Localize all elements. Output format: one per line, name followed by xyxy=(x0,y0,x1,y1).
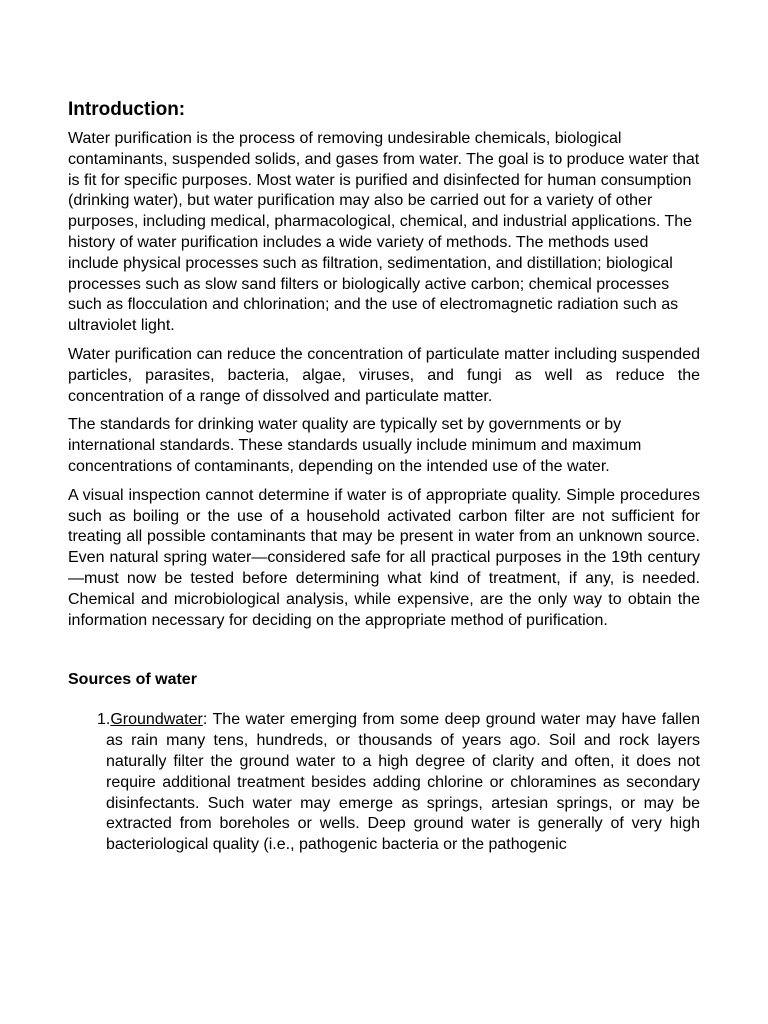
paragraph-inspection: A visual inspection cannot determine if water is of appropriate quality. Simple procedures such as boiling or the use of a household activated carbon filter are not sufficient for treating all possible contaminants that may be present in water from an unknown source. Even natural spring water—considered safe for all practical purposes in the 19th century—must now be tested before determining what kind of treatment, if any, is needed. Chemical and microbiological analysis, while expensive, are the only way to obtain the information necessary for deciding on the appropriate method of purification. xyxy=(68,486,700,629)
list-item-term: Groundwater xyxy=(110,711,203,729)
section-heading-introduction: Introduction: xyxy=(68,99,186,120)
list-item-text: : The water emerging from some deep ground water may have fallen as rain many tens, hundreds, or thousands of years ago. Soil and rock layers naturally filter the ground water to a high degree of clarity and often, it does not require additional treatment besides adding chlorine or chloramines as secondary disinfectants. Such water may emerge as springs, artesian springs, or may be extracted from boreholes or wells. Deep ground water is generally of very high bacteriological quality (i.e., pathogenic bacteria or the pathogenic xyxy=(106,711,700,854)
document-page xyxy=(68,98,700,856)
paragraph-reduction: Water purification can reduce the concentration of particulate matter including suspended particles, parasites, bacteria, algae, viruses, and fungi as well as reduce the concentration of a range of dissolved and particulate matter. xyxy=(68,345,700,405)
paragraph-intro: Water purification is the process of removing undesirable chemicals, biological contaminants, suspended solids, and gases from water. The goal is to produce water that is fit for specific purposes. Most water is purified and disinfected for human consumption (drinking water), but water purification may also be carried out for a variety of other purposes, including medical, pharmacological, chemical, and industrial applications. The history of water purification includes a wide variety of methods. The methods used include physical processes such as filtration, sedimentation, and distillation; biological processes such as slow sand filters or biologically active carbon; chemical processes such as flocculation and chlorination; and the use of electromagnetic radiation such as ultraviolet light. xyxy=(68,130,700,335)
list-item-number: 1. xyxy=(97,711,111,729)
paragraph-standards: The standards for drinking water quality are typically set by governments or by international standards. These standards usually include minimum and maximum concentrations of contaminants, depending on the intended use of the water. xyxy=(68,416,642,475)
list-item xyxy=(68,710,700,856)
section-heading-sources: Sources of water xyxy=(68,671,197,689)
